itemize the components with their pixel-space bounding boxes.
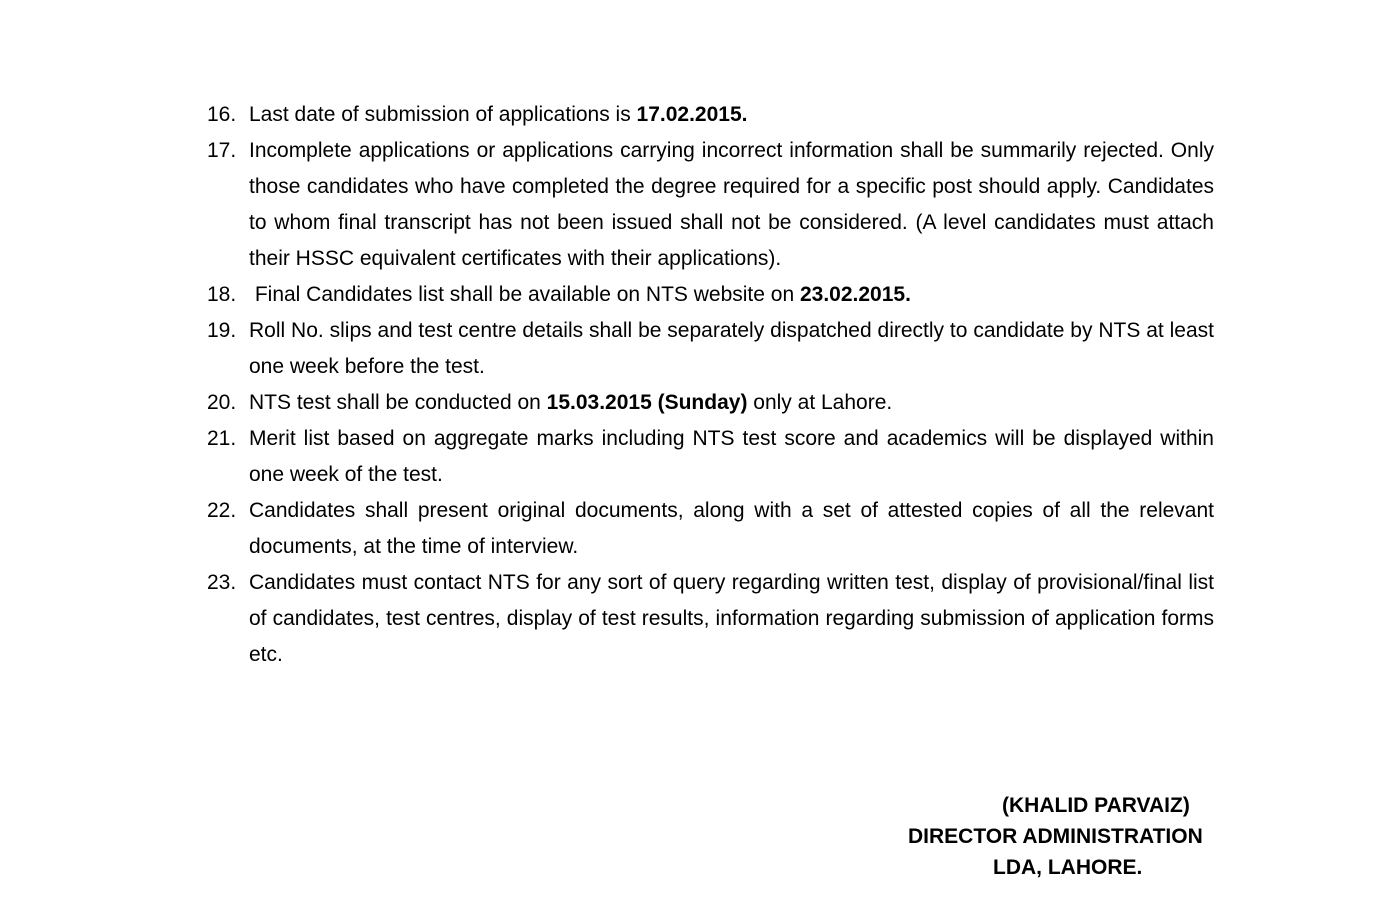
deadline-date: 17.02.2015. <box>636 103 748 126</box>
item-text: Final Candidates list shall be available on NTS website on 23.02.2015. <box>249 283 911 306</box>
item-number: 21. <box>207 427 237 450</box>
item-text: Roll No. slips and test centre details shall be separately dispatched directly to candidate by NTS at least one week before the test. <box>249 319 1214 378</box>
item-number: 20. <box>207 391 237 414</box>
item-number: 17. <box>207 139 237 162</box>
instructions-list <box>207 97 1214 673</box>
list-item-17 <box>207 133 1214 277</box>
item-number: 16. <box>207 103 237 126</box>
item-number: 18. <box>207 283 237 306</box>
list-item-21 <box>207 421 1214 493</box>
item-number: 19. <box>207 319 237 342</box>
signatory-title: DIRECTOR ADMINISTRATION <box>908 825 1203 848</box>
item-text: Candidates shall present original documents, along with a set of attested copies of all the relevant documents, at the time of interview. <box>249 499 1214 558</box>
item-number: 23. <box>207 571 237 594</box>
list-item-23 <box>207 565 1214 673</box>
list-item-19 <box>207 313 1214 385</box>
signatory-organization: LDA, LAHORE. <box>993 856 1143 879</box>
list-item-20 <box>207 385 1214 421</box>
list-item-16 <box>207 97 1214 133</box>
final-list-date: 23.02.2015. <box>799 283 911 306</box>
signatory-name: (KHALID PARVAIZ) <box>1002 794 1190 817</box>
test-date: 15.03.2015 (Sunday) <box>546 391 748 414</box>
item-text: Incomplete applications or applications carrying incorrect information shall be summarily rejected. Only those candidates who have completed the degree required for a specific post should apply. Candidates to whom final transcript has not been issued shall not be considered. (A level candidates must attach their HSSC equivalent certificates with their applications). <box>249 139 1214 270</box>
item-text: Merit list based on aggregate marks including NTS test score and academics will be displayed within one week of the test. <box>249 427 1214 486</box>
item-text: Last date of submission of applications is 17.02.2015. <box>249 103 748 126</box>
item-text: Candidates must contact NTS for any sort of query regarding written test, display of provisional/final list of candidates, test centres, display of test results, information regarding submission of application forms etc. <box>249 571 1214 666</box>
item-number: 22. <box>207 499 237 522</box>
item-text: NTS test shall be conducted on 15.03.2015 (Sunday) only at Lahore. <box>249 391 893 414</box>
list-item-22 <box>207 493 1214 565</box>
list-item-18 <box>207 277 1214 313</box>
